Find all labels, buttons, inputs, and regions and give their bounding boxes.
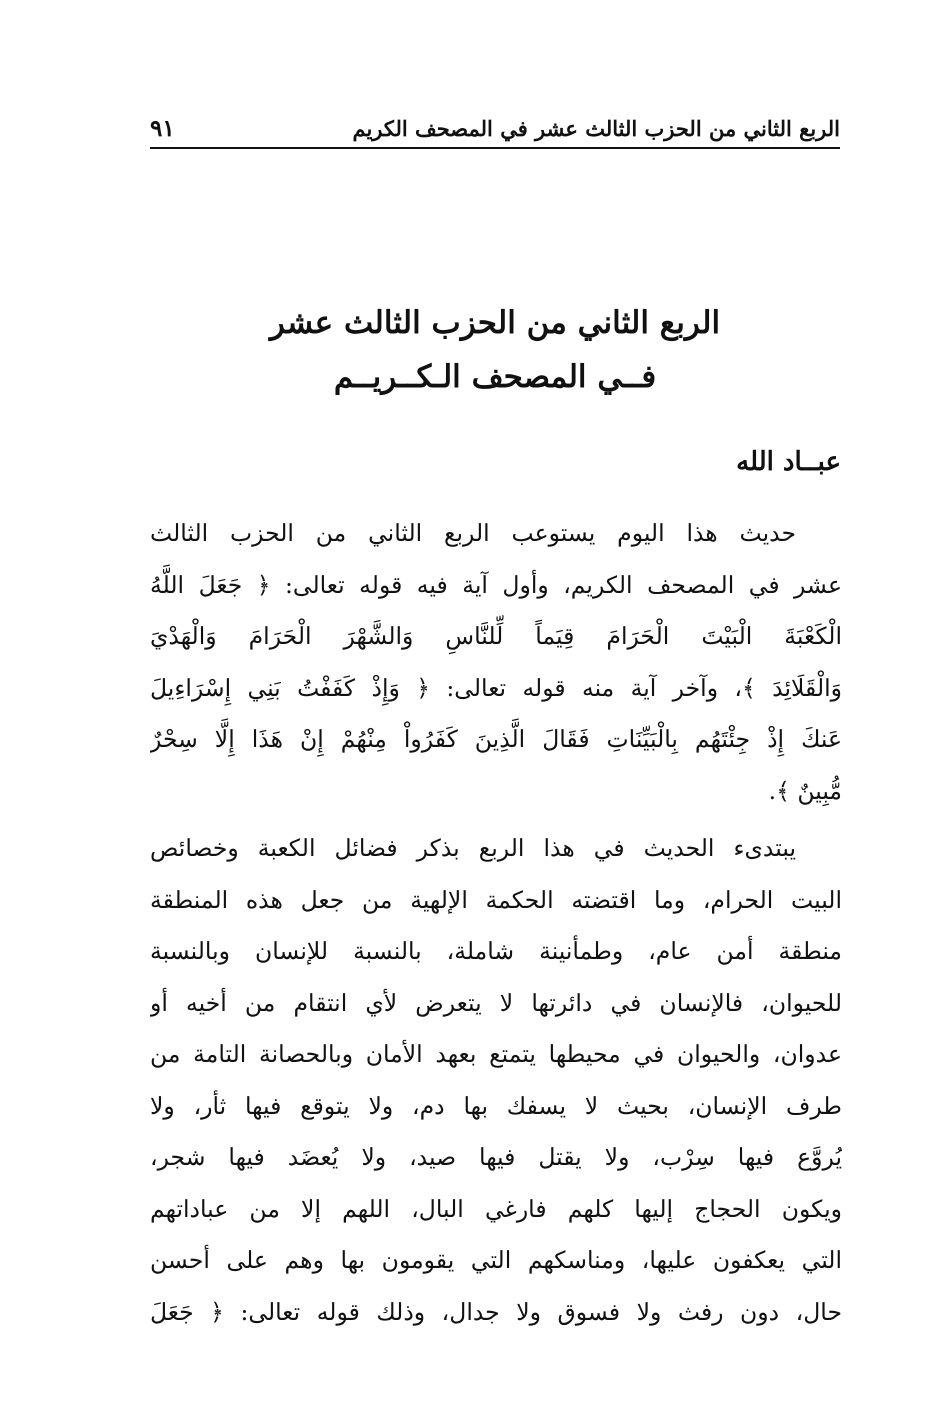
running-title: الربع الثاني من الحزب الثالث عشر في المصحف الكريم — [352, 116, 840, 141]
paragraph-1 — [150, 508, 842, 817]
text-line: البيت الحرام، وما اقتضته الحكمة الإلهية من جعل هذه المنطقة — [150, 885, 842, 914]
scan-speck — [825, 1366, 831, 1372]
text-line: يبتدىء الحديث في هذا الربع بذكر فضائل الكعبة وخصائص — [150, 834, 796, 862]
text-line: طرف الإنسان، بحيث لا يسفك بها دم، ولا يتوقع فيها ثأر، ولا — [150, 1091, 842, 1120]
running-header — [150, 104, 840, 144]
text-line: حال، دون رفث ولا فسوق ولا جدال، وذلك قوله تعالى: ﴿ جَعَلَ — [150, 1297, 842, 1326]
text-line: التي يعكفون عليها، ومناسكهم التي يقومون بها وهم على أحسن — [150, 1246, 842, 1274]
text-line: عَنكَ إِذْ جِئْتَهُم بِالْبَيِّنَاتِ فَقَالَ الَّذِينَ كَفَرُواْ مِنْهُمْ إِنْ هَذَا إِلَّا سِحْرٌ — [150, 725, 842, 753]
page-number: ٩١ — [150, 115, 175, 142]
text-line: عدوان، والحيوان في محيطها يتمتع بعهد الأمان وبالحصانة التامة من — [150, 1040, 842, 1068]
text-line: ويكون الحجاج إليها كلهم فارغي البال، اللهم إلا من عباداتهم — [150, 1194, 842, 1223]
text-line: يُروَّع فيها سِرْب، ولا يقتل فيها صيد، ولا يُعضَد فيها شجر، — [150, 1143, 842, 1171]
chapter-title-line-1: الربع الثاني من الحزب الثالث عشر — [269, 305, 721, 341]
text-line: عشر في المصحف الكريم، وأول آية فيه قوله تعالى: ﴿ جَعَلَ اللَّهُ — [150, 570, 842, 599]
paragraph-2 — [150, 823, 842, 1338]
text-line: منطقة أمن عام، وطمأنينة شاملة، بالنسبة للإنسان وبالنسبة — [150, 937, 842, 965]
chapter-title — [150, 296, 840, 404]
text-line: للحيوان، فالإنسان في دائرتها لا يتعرض لأي انتقام من أخيه أو — [150, 988, 842, 1017]
text-line: الْكَعْبَةَ الْبَيْتَ الْحَرَامَ قِيَماً لِّلنَّاسِ وَالشَّهْرَ الْحَرَامَ وَالْهَدْيَ — [150, 622, 842, 650]
body-text — [150, 508, 842, 1344]
text-line: حديث هذا اليوم يستوعب الربع الثاني من الحزب الثالث — [150, 519, 796, 547]
text-line: وَالْقَلَائِدَ ﴾، وآخر آية منه قوله تعالى: ﴿ وَإِذْ كَفَفْتُ بَنِي إِسْرَاءِيلَ — [150, 673, 842, 702]
header-rule — [150, 147, 840, 149]
chapter-title-line-2: فــي المصحف الـكــريــم — [333, 359, 657, 395]
section-heading: عبــاد الله — [736, 447, 841, 477]
text-line: مُّبِينٌ ﴾. — [768, 776, 842, 805]
